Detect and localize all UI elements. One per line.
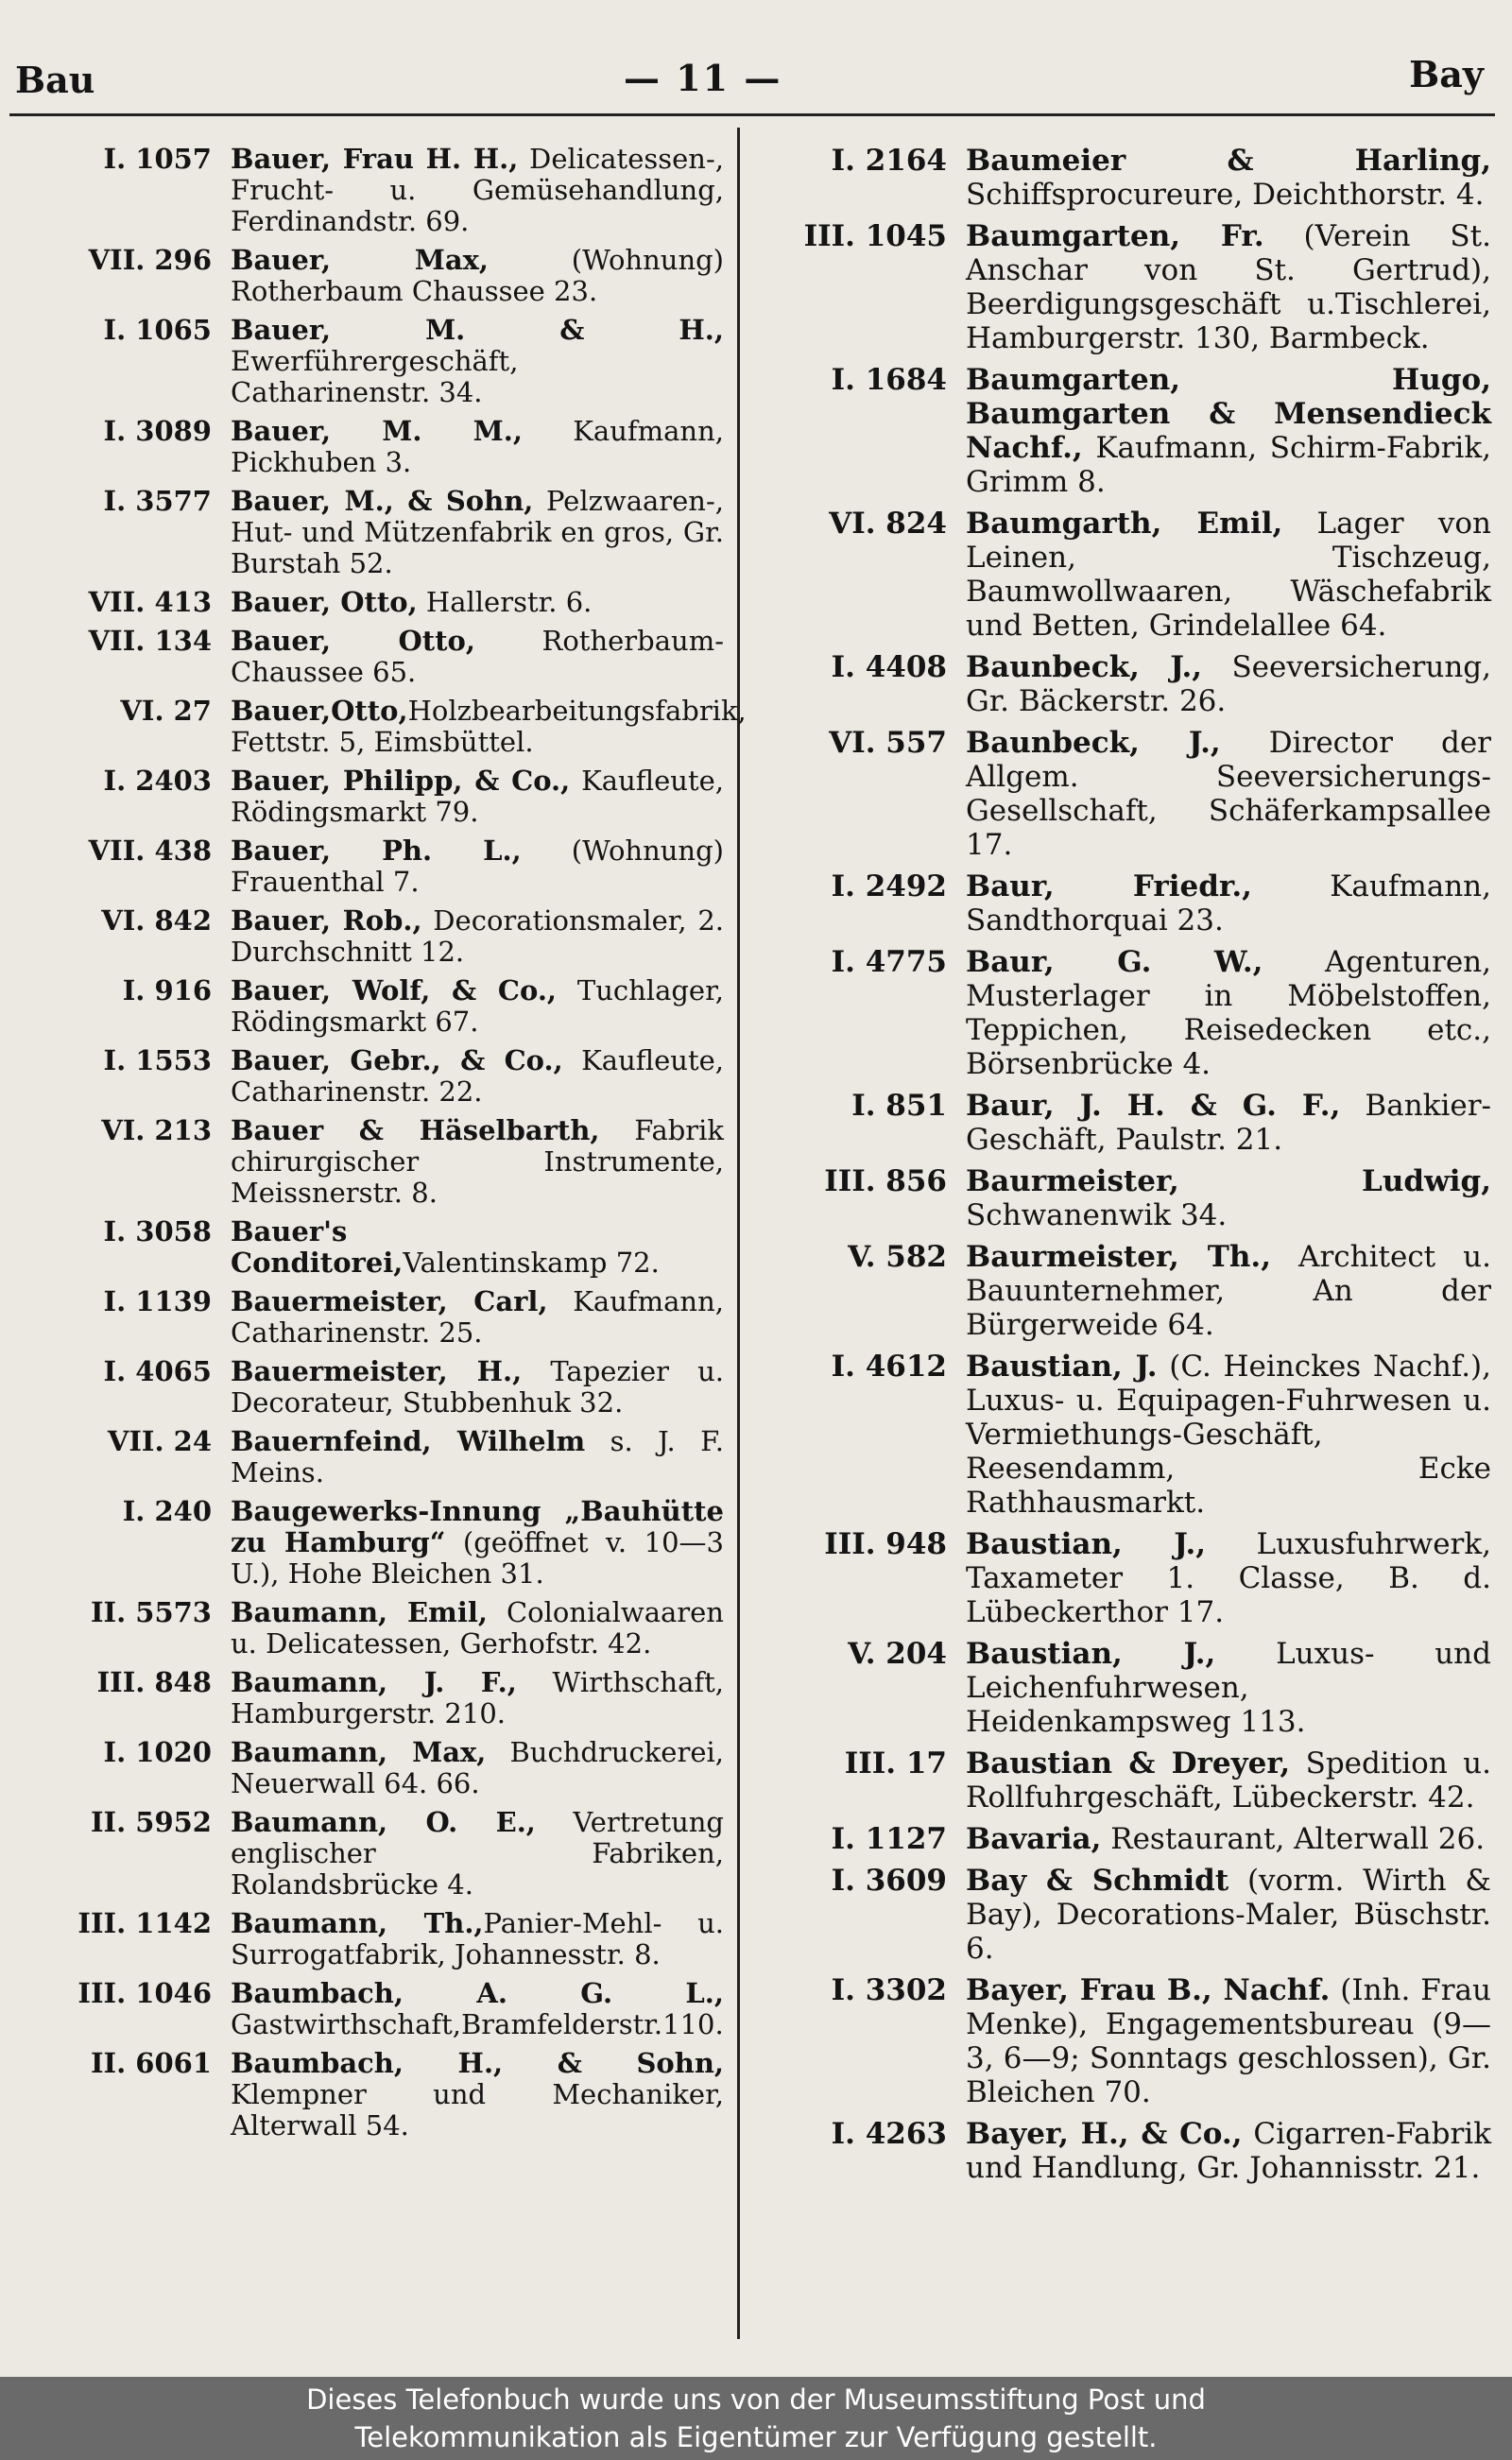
entry-name: Bauer, Gebr., & Co., xyxy=(231,1044,563,1076)
entry-name: Bayer, H., & Co., xyxy=(966,2117,1243,2151)
entry-text xyxy=(966,1637,1491,1739)
entry-description: Luxus- und Leichenfuhrwesen, Heidenkampsweg 113. xyxy=(966,1637,1491,1739)
entry-name: Baumgarth, Emil, xyxy=(966,507,1283,541)
entry-text xyxy=(231,416,724,478)
entry-name: Bauer, Otto, xyxy=(231,625,475,657)
entry-text xyxy=(231,696,747,758)
entry-description: (Wohnung) Frauenthal 7. xyxy=(231,834,724,898)
directory-entry xyxy=(748,1746,1491,1815)
right-column xyxy=(748,144,1491,2193)
entry-name: Bauer, M. & H., xyxy=(231,314,724,346)
directory-entry xyxy=(13,1978,724,2040)
directory-entry xyxy=(748,1240,1491,1342)
entry-name: Baumann, J. F., xyxy=(231,1666,517,1698)
entry-name: Baumgarten, Hugo, Baumgarten & Mensendieck Nachf., xyxy=(966,363,1491,465)
directory-entry xyxy=(13,245,724,307)
entry-description: Luxusfuhrwerk, Taxameter 1. Classe, B. d. Lübeckerthor 17. xyxy=(966,1527,1492,1629)
entry-description: Ewerführergeschäft, Catharinenstr. 34. xyxy=(231,345,519,408)
entry-text xyxy=(231,1426,724,1488)
entry-text xyxy=(231,1667,724,1729)
directory-entry xyxy=(748,1864,1491,1966)
entry-description: Kaufleute, Catharinenstr. 22. xyxy=(231,1044,724,1108)
entry-text xyxy=(231,1286,724,1349)
phone-code: V. 204 xyxy=(848,1637,947,1671)
directory-entry xyxy=(13,315,724,408)
entry-name: Bauermeister, H., xyxy=(231,1355,523,1387)
phone-code: VI. 824 xyxy=(829,507,947,541)
entry-text xyxy=(966,1089,1491,1157)
directory-entry xyxy=(748,363,1491,499)
phone-code: VII. 296 xyxy=(88,244,212,276)
header-right-keyword: Bay xyxy=(1409,53,1484,95)
directory-entry xyxy=(13,1597,724,1660)
entry-description: Kaufmann, Pickhuben 3. xyxy=(231,415,724,478)
entry-text xyxy=(231,766,724,828)
directory-entry xyxy=(748,1637,1491,1739)
entry-description: Valentinskamp 72. xyxy=(403,1247,660,1279)
entry-description: Vertretung englischer Fabriken, Rolandsbrücke 4. xyxy=(231,1806,724,1901)
entry-description: Architect u. Bauunternehmer, An der Bürgerweide 64. xyxy=(966,1240,1491,1342)
phone-code: I. 2492 xyxy=(831,869,947,903)
entry-description: Buchdruckerei, Neuerwall 64. 66. xyxy=(231,1736,724,1799)
entry-name: Bauer & Häselbarth, xyxy=(231,1114,600,1146)
phone-code: II. 6061 xyxy=(90,2047,212,2079)
entry-description: s. J. F. Meins. xyxy=(231,1425,725,1488)
phone-code: I. 4612 xyxy=(831,1350,947,1384)
phone-code: I. 4408 xyxy=(831,650,947,684)
entry-description: (vorm. Wirth & Bay), Decorations-Maler, Büschstr. 6. xyxy=(966,1864,1491,1966)
entry-text xyxy=(231,1807,724,1901)
entry-text xyxy=(966,1350,1491,1520)
directory-entry xyxy=(13,416,724,478)
phone-code: V. 582 xyxy=(848,1240,947,1274)
entry-name: Baunbeck, J., xyxy=(966,650,1203,684)
entry-text xyxy=(966,650,1491,718)
entry-text xyxy=(231,905,724,968)
entry-name: Bay & Schmidt xyxy=(966,1864,1229,1898)
entry-text xyxy=(231,1737,724,1799)
directory-entry xyxy=(748,219,1491,355)
header-left-keyword: Bau xyxy=(15,59,95,101)
entry-name: Baustian, J., xyxy=(966,1527,1207,1561)
directory-entry xyxy=(13,587,724,618)
phone-code: I. 1020 xyxy=(103,1736,212,1768)
entry-text xyxy=(231,587,724,618)
phone-code: I. 2403 xyxy=(103,765,212,797)
directory-entry xyxy=(13,835,724,898)
entry-name: Baugewerks-Innung „Bauhütte zu Hamburg“ xyxy=(231,1495,724,1558)
entry-description: Gastwirthschaft,Bramfelderstr.110. xyxy=(231,2008,724,2040)
phone-code: VI. 213 xyxy=(101,1114,212,1146)
entry-name: Baumann, O. E., xyxy=(231,1806,536,1838)
directory-entry xyxy=(13,905,724,968)
entry-description: Decorationsmaler, 2. Durchschnitt 12. xyxy=(231,904,724,968)
entry-text xyxy=(231,245,724,307)
entry-description: (geöffnet v. 10—3 U.), Hohe Bleichen 31. xyxy=(231,1526,725,1590)
entry-name: Bauer, Frau H. H., xyxy=(231,143,519,175)
entry-name: Bauer's Conditorei, xyxy=(231,1215,404,1279)
phone-code: I. 3089 xyxy=(103,415,212,447)
directory-entry xyxy=(13,1807,724,1901)
directory-entry xyxy=(13,144,724,237)
phone-code: I. 1139 xyxy=(103,1285,212,1317)
directory-entry xyxy=(748,1822,1491,1856)
directory-entry xyxy=(13,626,724,688)
directory-entry xyxy=(13,1667,724,1729)
phone-code: I. 1553 xyxy=(103,1044,212,1076)
entry-name: Bauer, M. M., xyxy=(231,415,523,447)
directory-entry xyxy=(13,695,747,758)
directory-entry xyxy=(13,1356,724,1419)
entry-text xyxy=(966,2117,1491,2185)
phone-code: VI. 27 xyxy=(120,695,212,727)
entry-text xyxy=(966,945,1491,1081)
left-column xyxy=(13,143,747,2149)
phone-code: I. 1127 xyxy=(831,1822,947,1856)
entry-name: Bauer, Philipp, & Co., xyxy=(231,765,571,797)
entry-description: Wirthschaft, Hamburgerstr. 210. xyxy=(231,1666,724,1729)
footer-line-1: Dieses Telefonbuch wurde uns von der Museumsstiftung Post und xyxy=(306,2383,1206,2416)
entry-description: (Verein St. Anschar von St. Gertrud), Beerdigungsgeschäft u.Tischlerei, Hamburgerstr. 130, Barmbeck. xyxy=(966,219,1491,355)
directory-entry xyxy=(748,869,1491,938)
entry-description: Cigarren-Fabrik und Handlung, Gr. Johannisstr. 21. xyxy=(966,2117,1491,2185)
phone-code: I. 916 xyxy=(122,974,212,1006)
entry-description: (C. Heinckes Nachf.), Luxus- u. Equipagen-Fuhrwesen u. Vermiethungs-Geschäft, Reesendamm, Ecke Rathhausmarkt. xyxy=(966,1350,1492,1520)
entry-description: Spedition u. Rollfuhrgeschäft, Lübeckerstr. 42. xyxy=(966,1746,1491,1815)
phone-code: III. 948 xyxy=(824,1527,947,1561)
entry-description: Kaufmann, Schirm-Fabrik, Grimm 8. xyxy=(966,431,1491,499)
entry-description: (Inh. Frau Menke), Engagementsbureau (9—3, 6—9; Sonntags geschlossen), Gr. Bleichen 70. xyxy=(966,1973,1492,2109)
phone-code: I. 240 xyxy=(122,1495,212,1527)
phone-code: II. 5573 xyxy=(90,1596,212,1628)
entry-text xyxy=(231,1597,724,1660)
entry-name: Baustian, J., xyxy=(966,1637,1216,1671)
directory-entry xyxy=(13,1045,724,1108)
phone-code: VI. 557 xyxy=(829,726,947,760)
directory-entry xyxy=(13,766,724,828)
entry-text xyxy=(231,1356,724,1419)
entry-name: Bayer, Frau B., Nachf. xyxy=(966,1973,1331,2007)
entry-name: Baumann, Max, xyxy=(231,1736,487,1768)
entry-description: Bankier-Geschäft, Paulstr. 21. xyxy=(966,1089,1492,1157)
directory-entry xyxy=(748,650,1491,718)
entry-name: Bavaria, xyxy=(966,1822,1102,1856)
entry-description: Rotherbaum-Chaussee 65. xyxy=(231,625,724,688)
directory-entry xyxy=(13,1216,724,1279)
directory-entry xyxy=(13,1286,724,1349)
entry-text xyxy=(231,2048,724,2142)
entry-name: Baur, Friedr., xyxy=(966,869,1252,903)
phone-code: I. 4775 xyxy=(831,945,947,979)
entry-description: Kaufmann, Catharinenstr. 25. xyxy=(231,1285,724,1349)
phone-code: VII. 438 xyxy=(88,834,212,867)
phone-code: III. 17 xyxy=(844,1746,947,1780)
entry-description: Panier-Mehl- u. Surrogatfabrik, Johannesstr. 8. xyxy=(231,1907,724,1970)
directory-entry xyxy=(748,1089,1491,1157)
header-rule xyxy=(9,113,1495,116)
phone-code: VII. 134 xyxy=(88,625,212,657)
entry-name: Bauer, Rob., xyxy=(231,904,422,937)
entry-name: Bauer, Ph. L., xyxy=(231,834,522,867)
entry-text xyxy=(966,219,1491,355)
phone-code: I. 3577 xyxy=(103,485,212,517)
entry-description: Holzbearbeitungsfabrik, Fettstr. 5, Eimsbüttel. xyxy=(231,695,747,758)
entry-text xyxy=(966,144,1491,212)
phone-code: I. 4263 xyxy=(831,2117,947,2151)
entry-text xyxy=(966,1822,1491,1856)
directory-entry xyxy=(13,1496,724,1590)
entry-text xyxy=(966,869,1491,938)
entry-description: Tapezier u. Decorateur, Stubbenhuk 32. xyxy=(231,1355,724,1419)
directory-entry xyxy=(748,945,1491,1081)
phone-code: III. 848 xyxy=(96,1666,212,1698)
entry-description: Pelzwaaren-, Hut- und Mützenfabrik en gros, Gr. Burstah 52. xyxy=(231,485,724,579)
phone-code: VII. 413 xyxy=(88,586,212,618)
directory-entry xyxy=(13,1115,724,1209)
directory-entry xyxy=(748,144,1491,212)
entry-description: Director der Allgem. Seeversicherungs-Gesellschaft, Schäferkampsallee 17. xyxy=(966,726,1491,862)
phone-code: III. 1046 xyxy=(77,1977,212,2009)
entry-name: Bauernfeind, Wilhelm xyxy=(231,1425,586,1457)
phone-code: III. 856 xyxy=(824,1164,947,1198)
entry-name: Bauer, Max, xyxy=(231,244,490,276)
phone-code: VI. 842 xyxy=(101,904,212,937)
entry-text xyxy=(231,975,724,1038)
footer-line-2: Telekommunikation als Eigentümer zur Verfügung gestellt. xyxy=(354,2421,1158,2453)
entry-name: Baumann, Emil, xyxy=(231,1596,488,1628)
entry-text xyxy=(966,1527,1491,1629)
entry-text xyxy=(231,1115,724,1209)
entry-name: Baustian, J. xyxy=(966,1350,1158,1384)
phone-code: I. 1684 xyxy=(831,363,947,397)
entry-name: Baumbach, H., & Sohn, xyxy=(231,2047,724,2079)
entry-name: Baurmeister, Ludwig, xyxy=(966,1164,1491,1198)
entry-name: Bauer, Otto, xyxy=(231,586,418,618)
entry-description: Lager von Leinen, Tischzeug, Baumwollwaaren, Wäschefabrik und Betten, Grindelallee 64. xyxy=(966,507,1491,643)
entry-description: Kaufleute, Rödingsmarkt 79. xyxy=(231,765,724,828)
entry-name: Baur, J. H. & G. F., xyxy=(966,1089,1341,1123)
directory-entry xyxy=(13,975,724,1038)
directory-entry xyxy=(748,1350,1491,1520)
entry-text xyxy=(231,486,724,579)
entry-name: Baumann, Th., xyxy=(231,1907,484,1939)
page-number: — 11 — xyxy=(624,57,782,99)
phone-code: II. 5952 xyxy=(90,1806,212,1838)
phone-code: I. 1065 xyxy=(103,314,212,346)
entry-name: Baur, G. W., xyxy=(966,945,1263,979)
entry-text xyxy=(231,1216,724,1279)
phone-code: I. 3302 xyxy=(831,1973,947,2007)
entry-text xyxy=(231,144,724,237)
phone-code: I. 851 xyxy=(851,1089,947,1123)
phone-code: I. 4065 xyxy=(103,1355,212,1387)
entry-text xyxy=(966,1746,1491,1815)
entry-text xyxy=(231,1978,724,2040)
entry-description: (Wohnung) Rotherbaum Chaussee 23. xyxy=(231,244,724,307)
entry-description: Colonialwaaren u. Delicatessen, Gerhofstr. 42. xyxy=(231,1596,724,1660)
entry-text xyxy=(231,1908,724,1970)
directory-entry xyxy=(748,1527,1491,1629)
entry-description: Delicatessen-, Frucht- u. Gemüsehandlung, Ferdinandstr. 69. xyxy=(231,143,724,237)
phone-code: III. 1142 xyxy=(77,1907,212,1939)
entry-text xyxy=(231,315,724,408)
entry-text xyxy=(231,626,724,688)
phone-code: I. 2164 xyxy=(831,144,947,178)
entry-description: Kaufmann, Sandthorquai 23. xyxy=(966,869,1491,938)
entry-description: Schiffsprocureure, Deichthorstr. 4. xyxy=(966,178,1485,212)
phone-code: I. 3058 xyxy=(103,1215,212,1247)
entry-description: Hallerstr. 6. xyxy=(417,586,593,618)
entry-description: Agenturen, Musterlager in Möbelstoffen, Teppichen, Reisedecken etc., Börsenbrücke 4. xyxy=(966,945,1491,1081)
directory-entry xyxy=(748,2117,1491,2185)
directory-entry xyxy=(13,1426,724,1488)
entry-description: Klempner und Mechaniker, Alterwall 54. xyxy=(231,2078,724,2142)
entry-text xyxy=(231,835,724,898)
entry-description: Seeversicherung, Gr. Bäckerstr. 26. xyxy=(966,650,1491,718)
entry-text xyxy=(966,726,1491,862)
entry-name: Bauer, Wolf, & Co., xyxy=(231,974,558,1006)
entry-description: Schwanenwik 34. xyxy=(966,1198,1228,1232)
entry-name: Baumgarten, Fr. xyxy=(966,219,1264,253)
entry-text xyxy=(966,1240,1491,1342)
entry-description: Fabrik chirurgischer Instrumente, Meissnerstr. 8. xyxy=(231,1114,725,1209)
phone-code: I. 3609 xyxy=(831,1864,947,1898)
entry-description: Restaurant, Alterwall 26. xyxy=(1101,1822,1486,1856)
entry-name: Bauermeister, Carl, xyxy=(231,1285,548,1317)
directory-entry xyxy=(748,507,1491,643)
entry-description: Tuchlager, Rödingsmarkt 67. xyxy=(231,974,724,1038)
entry-text xyxy=(966,363,1491,499)
entry-name: Baustian & Dreyer, xyxy=(966,1746,1291,1780)
footer-notice xyxy=(0,2377,1512,2460)
phone-code: VII. 24 xyxy=(107,1425,212,1457)
column-divider xyxy=(737,128,740,2339)
entry-text xyxy=(966,1164,1491,1232)
entry-name: Bauer, M., & Sohn, xyxy=(231,485,534,517)
entry-text xyxy=(966,507,1491,643)
directory-entry xyxy=(13,1737,724,1799)
phone-code: I. 1057 xyxy=(103,143,212,175)
entry-text xyxy=(966,1973,1491,2109)
entry-text xyxy=(231,1496,724,1590)
entry-name: Baumeier & Harling, xyxy=(966,144,1491,178)
directory-entry xyxy=(748,726,1491,862)
page-header xyxy=(0,49,1512,115)
directory-entry xyxy=(748,1973,1491,2109)
directory-entry xyxy=(13,1908,724,1970)
entry-name: Baumbach, A. G. L., xyxy=(231,1977,724,2009)
entry-name: Baunbeck, J., xyxy=(966,726,1221,760)
directory-entry xyxy=(13,486,724,579)
phone-code: III. 1045 xyxy=(803,219,947,253)
entry-text xyxy=(231,1045,724,1108)
entry-text xyxy=(966,1864,1491,1966)
entry-name: Bauer,Otto, xyxy=(231,695,408,727)
directory-entry xyxy=(748,1164,1491,1232)
directory-entry xyxy=(13,2048,724,2142)
entry-name: Baurmeister, Th., xyxy=(966,1240,1272,1274)
